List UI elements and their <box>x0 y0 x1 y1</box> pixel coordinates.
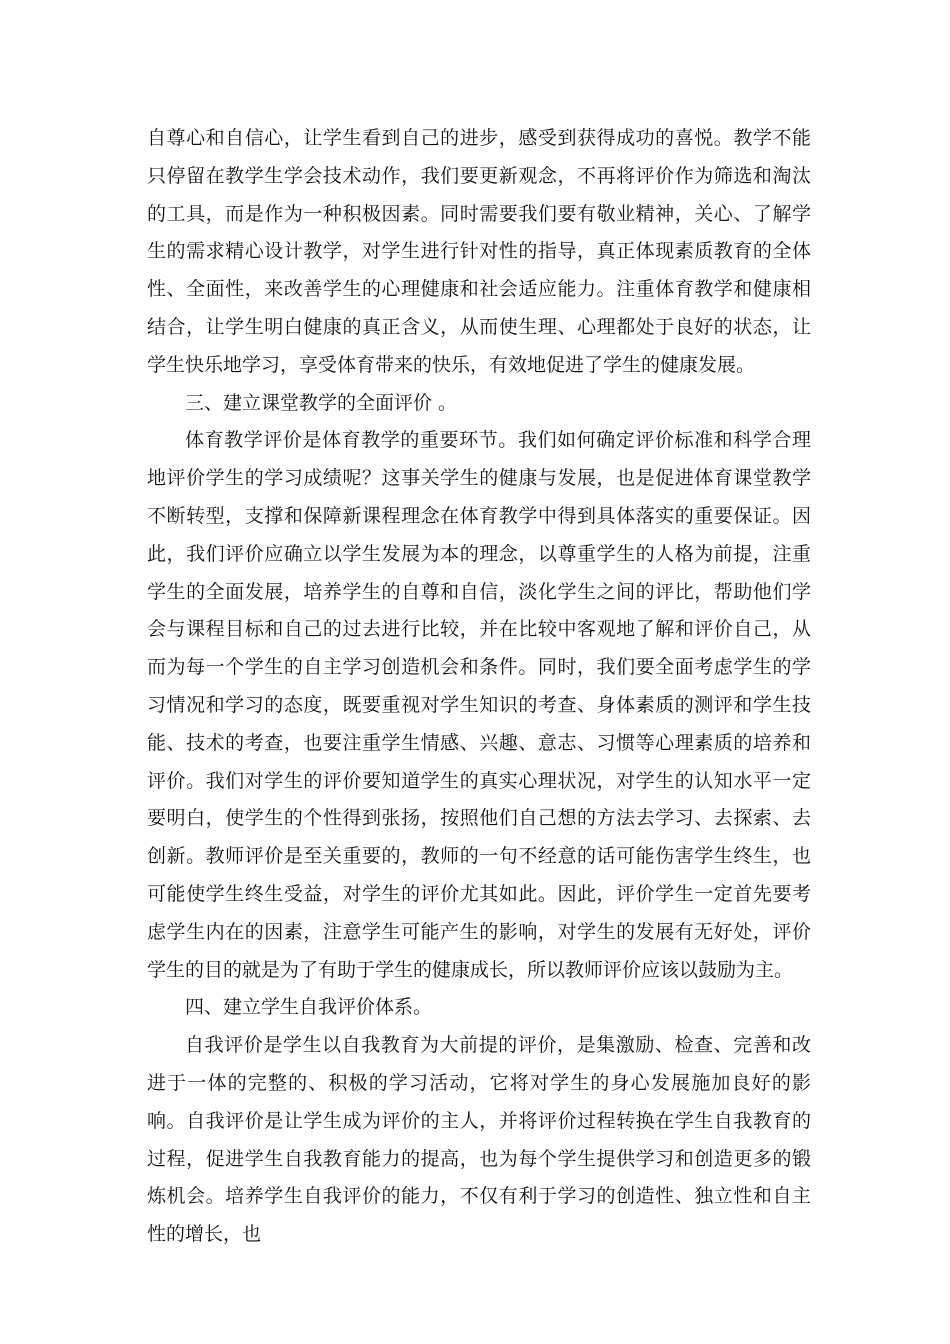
section-heading-3: 三、建立课堂教学的全面评价 。 <box>185 391 458 414</box>
paragraph-self-evaluation: 自我评价是学生以自我教育为大前提的评价，是集激励、检查、完善和改进于一体的完整的、积极的学习活动，它将对学生的身心发展施加良好的影响。自我评价是让学生成为评价的主人，并将评价过程转换在学生自我教育的过程，促进学生自我教育能力的提高，也为每个学生提供学习和创造更多的锻炼机会。培养学生自我评价的能力，不仅有利于学习的创造性、独立性和自主性的增长，也 <box>147 1034 811 1246</box>
document-body <box>147 120 811 1254</box>
paragraph-continuation: 自尊心和自信心，让学生看到自己的进步，感受到获得成功的喜悦。教学不能只停留在教学生学会技术动作，我们要更新观念，不再将评价作为筛选和淘汰的工具，而是作为一种积极因素。同时需要我们要有敬业精神，关心、了解学生的需求精心设计教学，对学生进行针对性的指导，真正体现素质教育的全体性、全面性，来改善学生的心理健康和社会适应能力。注重体育教学和健康相结合，让学生明白健康的真正含义，从而使生理、心理都处于良好的状态，让学生快乐地学习，享受体育带来的快乐，有效地促进了学生的健康发展。 <box>147 127 811 376</box>
paragraph-evaluation: 体育教学评价是体育教学的重要环节。我们如何确定评价标准和科学合理地评价学生的学习成绩呢？这事关学生的健康与发展，也是促进体育课堂教学不断转型，支撑和保障新课程理念在体育教学中得到具体落实的重要保证。因此，我们评价应确立以学生发展为本的理念，以尊重学生的人格为前提，注重学生的全面发展，培养学生的自尊和自信，淡化学生之间的评比，帮助他们学会与课程目标和自己的过去进行比较，并在比较中客观地了解和评价自己，从而为每一个学生的自主学习创造机会和条件。同时，我们要全面考虑学生的学习情况和学习的态度，既要重视对学生知识的考查、身体素质的测评和学生技能、技术的考查，也要注重学生情感、兴趣、意志、习惯等心理素质的培养和评价。我们对学生的评价要知道学生的真实心理状况，对学生的认知水平一定要明白，使学生的个性得到张扬，按照他们自己想的方法去学习、去探索、去创新。教师评价是至关重要的，教师的一句不经意的话可能伤害学生终生，也可能使学生终生受益，对学生的评价尤其如此。因此，评价学生一定首先要考虑学生内在的因素，注意学生可能产生的影响，对学生的发展有无好处，评价学生的目的就是为了有助于学生的健康成长，所以教师评价应该以鼓励为主。 <box>147 429 811 981</box>
section-heading-4: 四、建立学生自我评价体系。 <box>185 996 433 1019</box>
